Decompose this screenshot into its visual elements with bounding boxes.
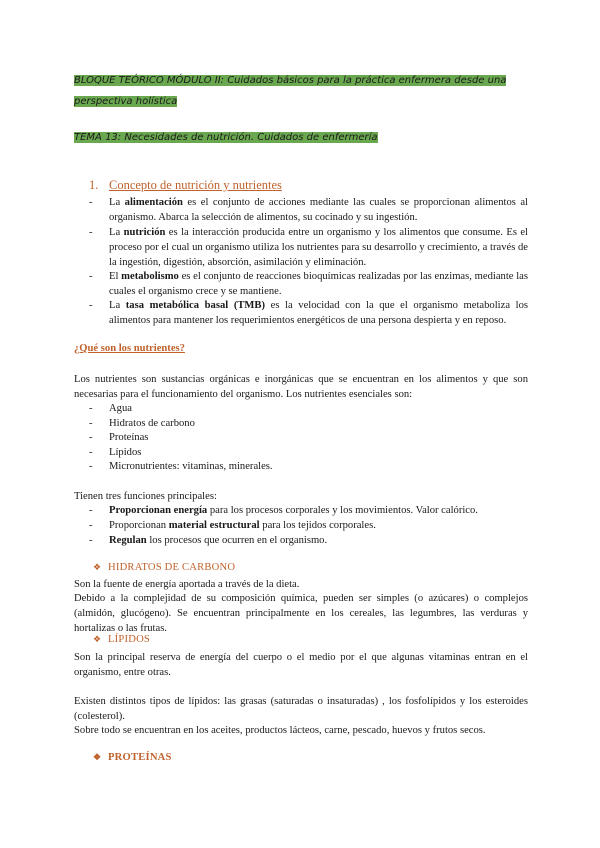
bullet-tmb: - La tasa metabólica basal (TMB) es la velocidad con la que el organismo metaboliza los alimentos para mantener los requerimientos energéticos de una persona despierta y en reposo.	[89, 300, 528, 326]
diamond-bullet-icon: ❖	[93, 752, 102, 762]
list-item: - Agua	[89, 403, 132, 414]
bullet-metabolismo: - El metabolismo es el conjunto de reacciones bioquímicas realizadas por las enzimas, mediante las cuales el organismo crece y se mantiene.	[89, 271, 528, 297]
lipidos-p2: Existen distintos tipos de lípidos: las grasas (saturadas o insaturadas) , los fosfolípidos y los esteroides (colesterol).	[74, 696, 528, 722]
diamond-bullet-icon: ❖	[93, 562, 102, 572]
list-item: - Proporcionan energía para los procesos corporales y los movimientos. Valor calórico.	[89, 505, 478, 516]
lipidos-p3: Sobre todo se encuentran en los aceites, productos lácteos, carne, pescado, huevos y frutos secos.	[74, 725, 486, 736]
nutrientes-heading: ¿Qué son los nutrientes?	[74, 343, 185, 354]
hidratos-p2: Debido a la complejidad de su composición química, pueden ser simples (o azúcares) o complejos (almidón, glucógeno). Se encuentran principalmente en los cereales, las legumbres, las verduras y hortalizas o las frutas.	[74, 593, 528, 634]
module-title-line-1: BLOQUE TEÓRICO MÓDULO II: Cuidados básicos para la práctica enfermera desde una	[74, 75, 507, 86]
module-title-line-2: perspectiva holística	[74, 96, 178, 107]
tema-title: TEMA 13: Necesidades de nutrición. Cuidados de enfermería	[74, 132, 378, 143]
funciones-intro: Tienen tres funciones principales:	[74, 491, 217, 502]
hidratos-heading: ❖ HIDRATOS DE CARBONO	[93, 562, 236, 573]
bullet-nutricion: - La nutrición es la interacción producida entre un organismo y los alimentos que consume. Es el proceso por el cual un organismo utiliza los nutrientes para su desarrollo y crecimiento, a través de la ingestión, digestión, absorción, asimilación y eliminación.	[89, 227, 529, 268]
nutrientes-intro: Los nutrientes son sustancias orgánicas e inorgánicas que se encuentran en los alimentos y que son necesarias para el funcionamiento del organismo. Los nutrientes esenciales son:	[74, 374, 528, 400]
section-heading: 1. Concepto de nutrición y nutrientes	[89, 178, 282, 192]
diamond-bullet-icon: ❖	[93, 634, 102, 644]
hidratos-p1: Son la fuente de energía aportada a través de la dieta.	[74, 579, 300, 590]
lipidos-p1: Son la principal reserva de energía del cuerpo o el medio por el que algunas vitaminas entran en el organismo, entre otras.	[74, 652, 528, 678]
list-item: - Hidratos de carbono	[89, 418, 195, 429]
proteinas-heading: ❖ PROTEÍNAS	[93, 752, 172, 763]
lipidos-heading: ❖ LÍPIDOS	[93, 634, 151, 645]
list-item: - Micronutrientes: vitaminas, minerales.	[89, 461, 273, 472]
list-item: - Lípidos	[89, 447, 142, 458]
list-item: - Proteínas	[89, 432, 149, 443]
list-item: - Regulan los procesos que ocurren en el organismo.	[89, 535, 328, 546]
list-item: - Proporcionan material estructural para los tejidos corporales.	[89, 520, 376, 531]
bullet-alimentacion: - La alimentación es el conjunto de acciones mediante las cuales se proporcionan alimentos al organismo. Abarca la selección de alimentos, su cocinado y su ingestión.	[89, 197, 529, 223]
